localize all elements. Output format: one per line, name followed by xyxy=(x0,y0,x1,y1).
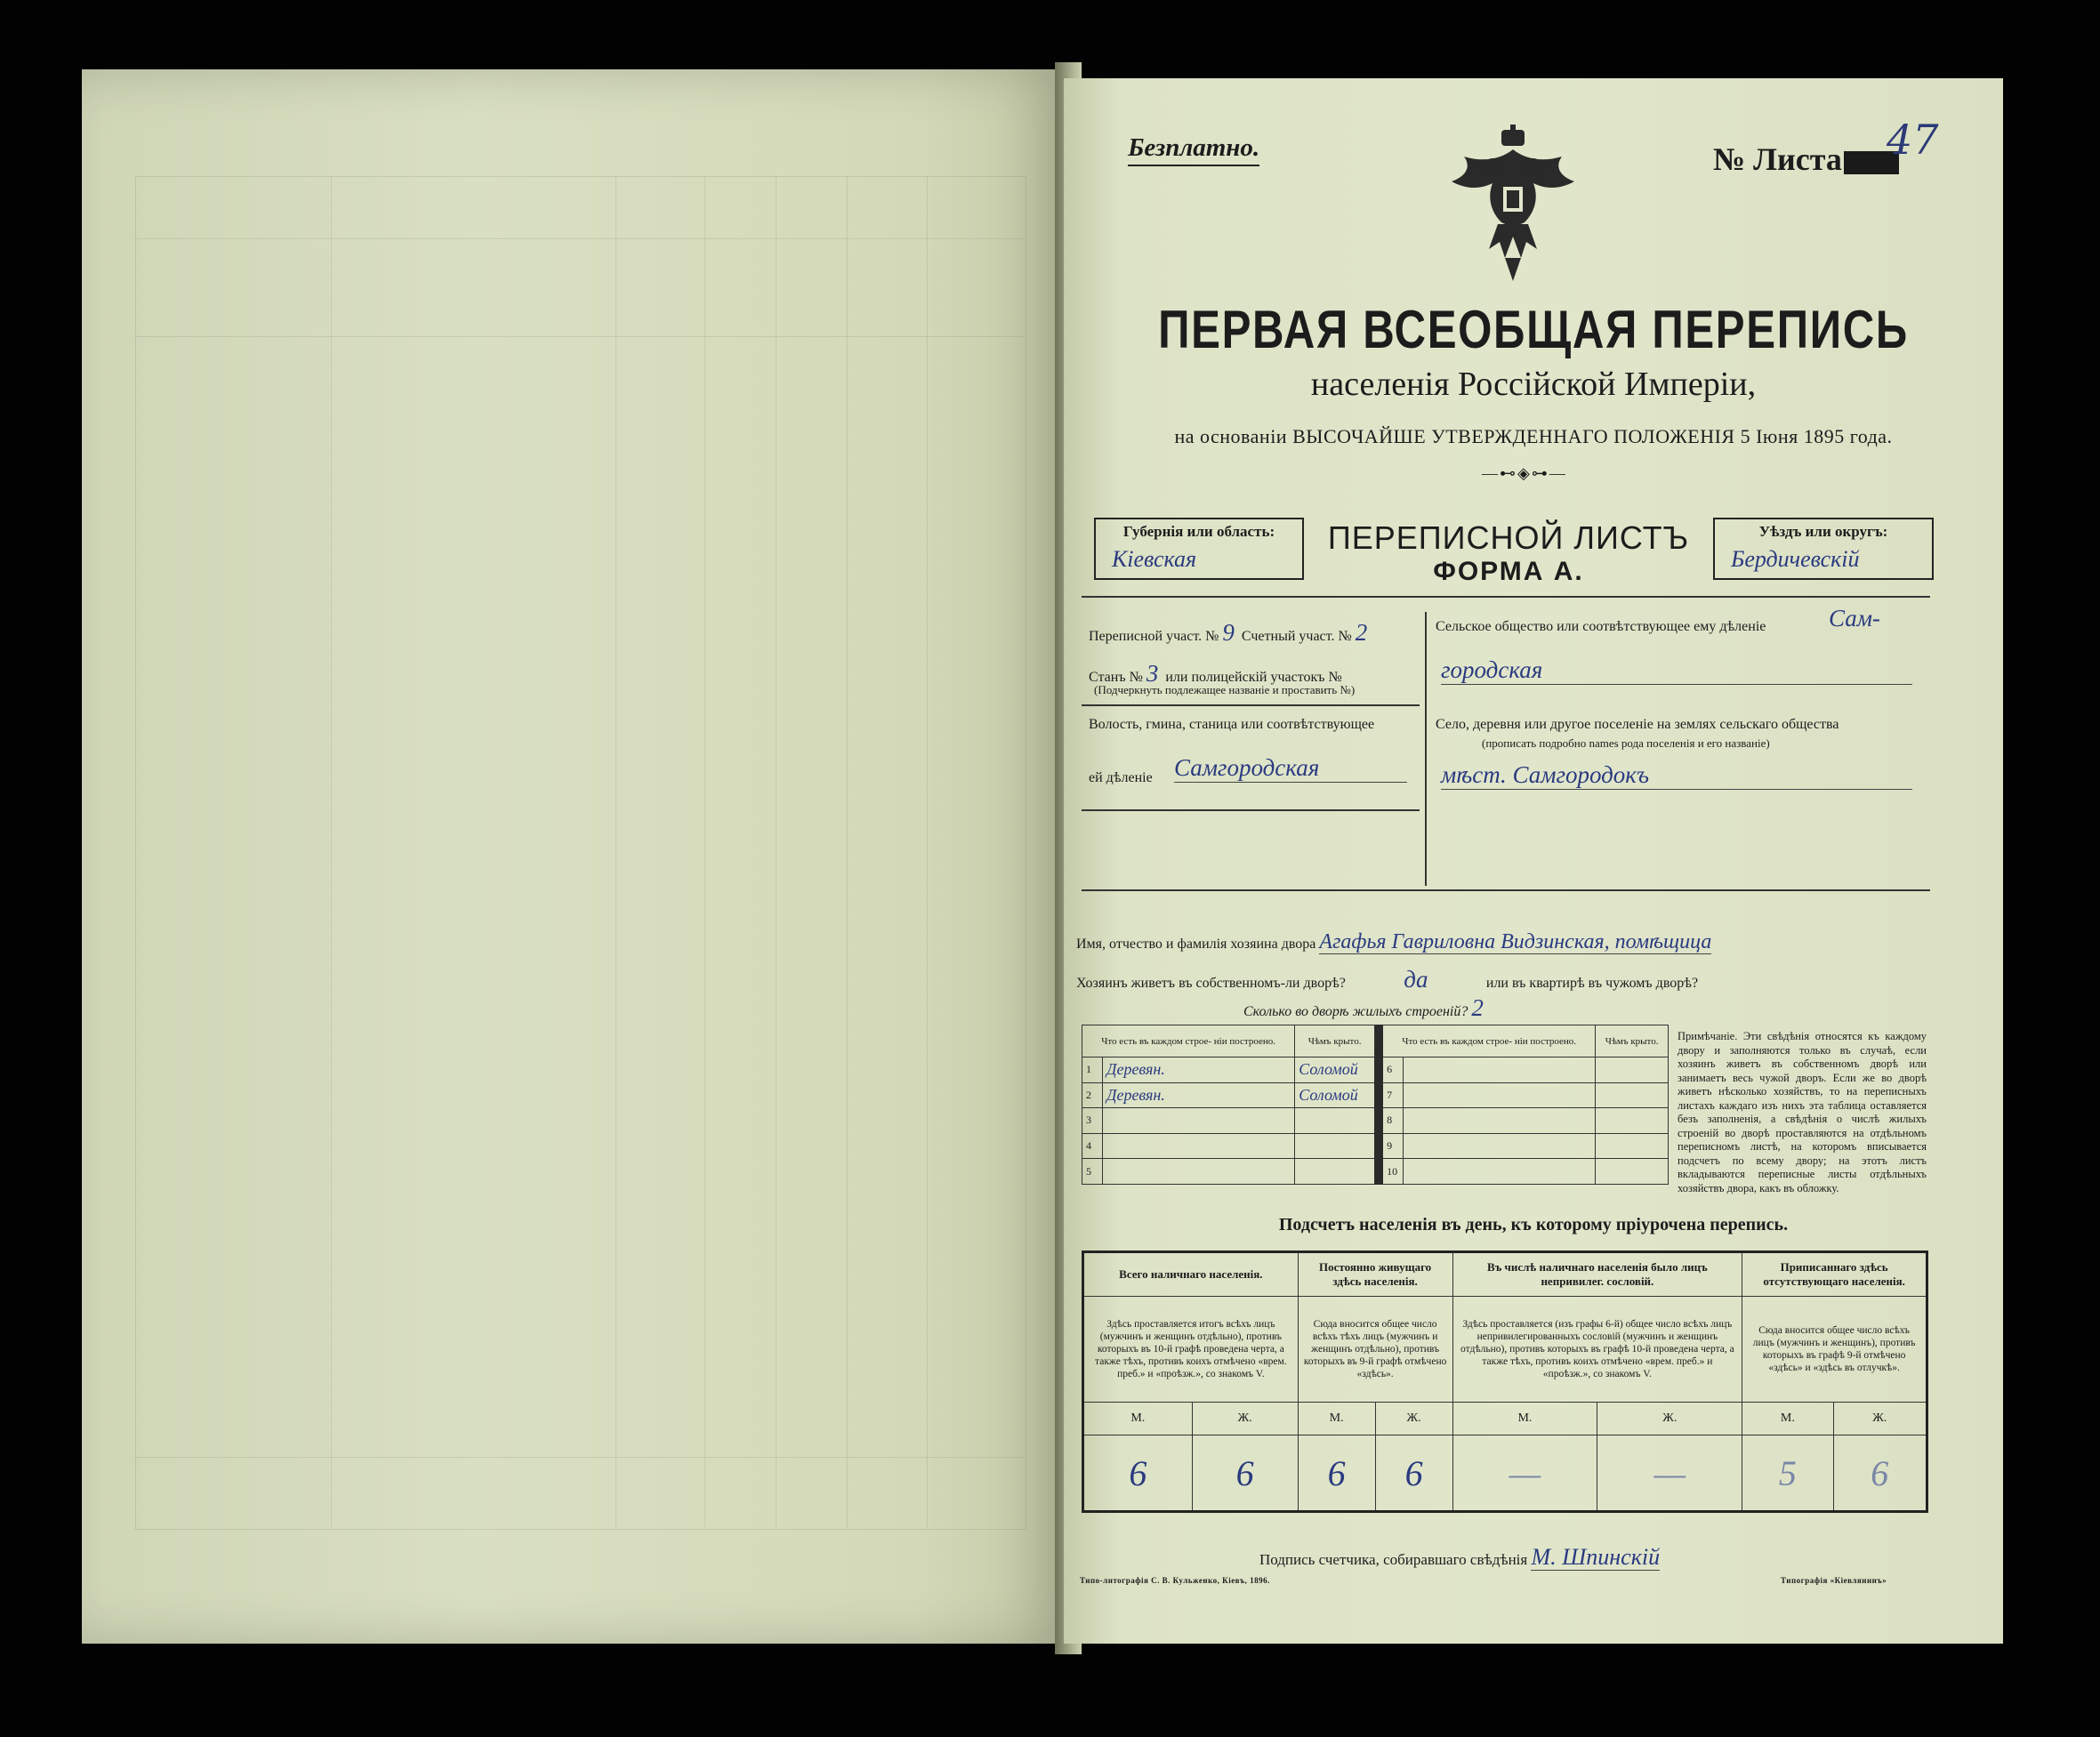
row-number: 1 xyxy=(1082,1057,1103,1083)
col-what-header-2: Что есть въ каждом строе- ніи построено. xyxy=(1383,1025,1596,1057)
count-table-sex-row xyxy=(1083,1403,1927,1435)
village-label: Село, деревня или другое поселеніе на землях сельскаго общества xyxy=(1436,717,1839,732)
buildings-count-field xyxy=(1243,994,1484,1022)
row-number: 7 xyxy=(1383,1082,1404,1108)
ornament-divider: —⊷◈⊶— xyxy=(1482,464,1567,482)
police-section-label: или полицейскій участокъ № xyxy=(1165,670,1342,685)
underline-hint: (Подчеркнуть подлежащее названіе и проставить №) xyxy=(1094,683,1356,696)
community-value-2: городская xyxy=(1441,656,1912,685)
signature-value: М. Шпинскій xyxy=(1531,1544,1661,1570)
building-roof xyxy=(1295,1133,1375,1159)
row-number: 2 xyxy=(1082,1082,1103,1108)
row-number: 10 xyxy=(1383,1159,1404,1185)
archive-page-number: 47 xyxy=(1887,116,1939,164)
district-box xyxy=(1713,518,1934,580)
building-roof xyxy=(1596,1133,1669,1159)
census-section-label: Переписной участ. № xyxy=(1089,629,1219,644)
buildings-table xyxy=(1082,1025,1669,1185)
count-value: 6 xyxy=(1375,1435,1452,1512)
col-what-header: Что есть въ каждом строе- ніи построено. xyxy=(1082,1025,1295,1057)
building-roof: Соломой xyxy=(1295,1057,1375,1083)
desc-total-present: Здѣсь проставляется итогъ всѣхъ лицъ (мужчинъ и женщинъ отдѣльно), противъ которыхъ въ 10-й графѣ проведена черта, а также тѣхъ, противъ коихъ отмѣчено «врем. преб.» и «проѣзж.», со знакомъ V. xyxy=(1083,1297,1299,1403)
left-page-ghost-line xyxy=(135,238,1025,239)
row-number: 8 xyxy=(1383,1108,1404,1134)
count-table-descriptions xyxy=(1083,1297,1927,1403)
left-page-ghost-column xyxy=(331,176,332,1528)
population-count-table xyxy=(1082,1250,1928,1513)
stan-label: Станъ № xyxy=(1089,670,1143,685)
owner-label: Имя, отчество и фамилія хозяина двора xyxy=(1076,937,1316,952)
sheet-number-label: № Листа xyxy=(1713,141,1842,177)
count-value: 5 xyxy=(1742,1435,1833,1512)
row-number: 5 xyxy=(1082,1159,1103,1185)
count-value: — xyxy=(1597,1435,1742,1512)
volost-label-cont: ей дѣленіе xyxy=(1089,770,1153,785)
counting-section-label: Счетный участ. № xyxy=(1241,629,1352,644)
owner-value: Агафья Гавриловна Видзинская, помѣщица xyxy=(1319,930,1712,953)
sex-label: Ж. xyxy=(1375,1403,1452,1435)
buildings-count: 2 xyxy=(1471,994,1484,1021)
count-value: 6 xyxy=(1833,1435,1927,1512)
left-page-ghost-line xyxy=(135,1457,1025,1458)
count-value: — xyxy=(1452,1435,1597,1512)
census-section-value: 9 xyxy=(1222,619,1235,646)
desc-unprivileged: Здѣсь проставляется (изъ графы 6-й) общее число всѣхъ лицъ непривилегированныхъ сословій (мужчинъ и женщинъ отдѣльно), противъ которыхъ въ графѣ 10-й проведена черта, а также тѣхъ, противъ коихъ отмѣчено «врем. преб.» и «проѣзж.», со знакомъ V. xyxy=(1452,1297,1742,1403)
form-subtitle: населенія Россійской Имперіи, xyxy=(1310,366,1757,403)
building-what xyxy=(1404,1082,1596,1108)
sex-label: М. xyxy=(1742,1403,1833,1435)
desc-permanent: Сюда вносится общее число всѣхъ тѣхъ лицъ (мужчинъ и женщинъ отдѣльно), противъ которыхъ въ 9-й графѣ отмѣчено «здѣсь». xyxy=(1298,1297,1452,1403)
sex-label: Ж. xyxy=(1192,1403,1298,1435)
field-divider xyxy=(1082,704,1420,706)
row-number: 3 xyxy=(1082,1108,1103,1134)
building-what: Деревян. xyxy=(1103,1082,1295,1108)
own-yard-label: Хозяинъ живетъ въ собственномъ-ли дворѣ? xyxy=(1076,976,1346,991)
district-label: Уѣздъ или округъ: xyxy=(1758,523,1888,540)
double-headed-eagle-emblem xyxy=(1446,125,1580,281)
census-form-page xyxy=(1064,78,2003,1644)
count-table-headers xyxy=(1083,1252,1927,1297)
row-number: 4 xyxy=(1082,1133,1103,1159)
col-roof-header-2: Чѣмъ крыто. xyxy=(1596,1025,1669,1057)
left-page-ghost-line xyxy=(135,336,1025,337)
form-variant: ФОРМА А. xyxy=(1433,557,1584,586)
header-unprivileged: Въ числѣ наличнаго населенія было лицъ непривилег. сословій. xyxy=(1452,1252,1742,1297)
building-roof xyxy=(1295,1108,1375,1134)
own-yard-value: да xyxy=(1404,966,1428,993)
count-heading: Подсчетъ населенія въ день, къ которому пріурочена перепись. xyxy=(1278,1215,1789,1234)
residence-field xyxy=(1076,966,1698,993)
legal-basis-line: на основаніи ВЫСОЧАЙШЕ УТВЕРЖДЕННАГО ПОЛОЖЕНІЯ 5 Іюня 1895 года. xyxy=(1174,425,1893,447)
volost-value: Самгородская xyxy=(1174,754,1407,783)
district-value: Бердичевскій xyxy=(1731,546,1860,572)
desc-absent: Сюда вносится общее число всѣхъ лицъ (мужчинъ и женщинъ), противъ которыхъ въ графѣ 9-й отмѣчено «здѣсь» и «здѣсь въ отлучкѣ». xyxy=(1742,1297,1927,1403)
left-page-ghost-column xyxy=(847,176,848,1528)
building-what xyxy=(1103,1108,1295,1134)
buildings-question: Сколько во дворѣ жилыхъ строеній? xyxy=(1243,1004,1468,1019)
sex-label: М. xyxy=(1298,1403,1375,1435)
governorate-label: Губернія или область: xyxy=(1122,523,1275,540)
left-page xyxy=(82,69,1067,1644)
sex-label: М. xyxy=(1083,1403,1193,1435)
free-label: Безплатно. xyxy=(1128,133,1259,166)
count-value: 6 xyxy=(1298,1435,1375,1512)
sex-label: Ж. xyxy=(1833,1403,1927,1435)
form-main-title: ПЕРВАЯ ВСЕОБЩАЯ ПЕРЕПИСЬ xyxy=(1158,300,1909,359)
community-value-1: Сам- xyxy=(1829,605,1880,631)
building-what xyxy=(1103,1133,1295,1159)
building-roof xyxy=(1596,1159,1669,1185)
building-roof xyxy=(1596,1108,1669,1134)
counting-section-value: 2 xyxy=(1355,619,1368,646)
table-separator xyxy=(1375,1025,1383,1185)
village-value: мѣст. Самгородокъ xyxy=(1441,761,1912,790)
community-label: Сельское общество или соотвѣтствующее ему дѣленіе xyxy=(1436,619,1766,634)
section-divider xyxy=(1082,596,1930,598)
sex-label: Ж. xyxy=(1597,1403,1742,1435)
header-total-present: Всего наличнаго населенія. xyxy=(1083,1252,1299,1297)
stan-value: 3 xyxy=(1146,660,1159,687)
governorate-value: Кіевская xyxy=(1112,546,1197,572)
building-what xyxy=(1404,1159,1596,1185)
building-what xyxy=(1404,1057,1596,1083)
row-number: 9 xyxy=(1383,1133,1404,1159)
header-permanent: Постоянно живущаго здѣсь населенія. xyxy=(1298,1252,1452,1297)
field-divider xyxy=(1082,809,1420,811)
building-roof xyxy=(1596,1057,1669,1083)
printer-imprint-left: Типо-литографія С. В. Кульженко, Кіевъ, 1896. xyxy=(1080,1576,1270,1585)
owner-field xyxy=(1076,930,1711,954)
section-divider xyxy=(1082,889,1930,891)
volost-label: Волость, гмина, станица или соотвѣтствующее xyxy=(1089,717,1375,732)
census-section-field xyxy=(1089,619,1367,647)
village-hint: (прописать подробно names рода поселенія и его названіе) xyxy=(1482,736,1770,750)
count-value: 6 xyxy=(1192,1435,1298,1512)
building-roof xyxy=(1295,1159,1375,1185)
building-what xyxy=(1404,1133,1596,1159)
left-page-ghost-column xyxy=(704,176,705,1528)
column-divider xyxy=(1425,612,1427,886)
row-number: 6 xyxy=(1383,1057,1404,1083)
col-roof-header: Чѣмъ крыто. xyxy=(1295,1025,1375,1057)
building-what xyxy=(1103,1159,1295,1185)
buildings-note: Примѣчаніе. Эти свѣдѣнія относятся къ каждому двору и заполняются только въ случаѣ, если хозяинъ живетъ въ собственномъ дворѣ или занимаетъ весь чужой дворъ. Если же во дворѣ живетъ нѣсколько хозяйствъ, то на переписныхъ листахъ каждаго изъ нихъ эта таблица оставляется безъ заполненія, а свѣдѣнія о числѣ жилыхъ строеній во дворѣ проставляются на отдѣльномъ переписномъ листѣ, на которомъ вписывается подсчетъ по всему двору; на этотъ листъ вкладываются переписные листы отдѣльныхъ хозяйствъ двора, какъ въ обложку. xyxy=(1678,1030,1927,1194)
building-roof xyxy=(1596,1082,1669,1108)
count-value: 6 xyxy=(1083,1435,1193,1512)
sheet-number xyxy=(1713,141,1899,178)
header-absent: Приписаннаго здѣсь отсутствующаго населенія. xyxy=(1742,1252,1927,1297)
rented-label: или въ квартирѣ въ чужомъ дворѣ? xyxy=(1485,976,1699,991)
building-roof: Соломой xyxy=(1295,1082,1375,1108)
signature-label: Подпись счетчика, собиравшаго свѣдѣнія xyxy=(1259,1551,1528,1568)
buildings-table-header xyxy=(1082,1025,1669,1057)
building-what xyxy=(1404,1108,1596,1134)
form-title: ПЕРЕПИСНОЙ ЛИСТЪ xyxy=(1327,519,1690,556)
count-table-values xyxy=(1083,1435,1927,1512)
sex-label: М. xyxy=(1452,1403,1597,1435)
building-what: Деревян. xyxy=(1103,1057,1295,1083)
left-page-ghost-frame xyxy=(135,176,1026,1530)
printer-imprint-right: Типографія «Кіевлянинъ» xyxy=(1781,1576,1887,1585)
enumerator-signature xyxy=(1259,1544,1660,1571)
left-page-ghost-column xyxy=(927,176,928,1528)
governorate-box xyxy=(1094,518,1304,580)
